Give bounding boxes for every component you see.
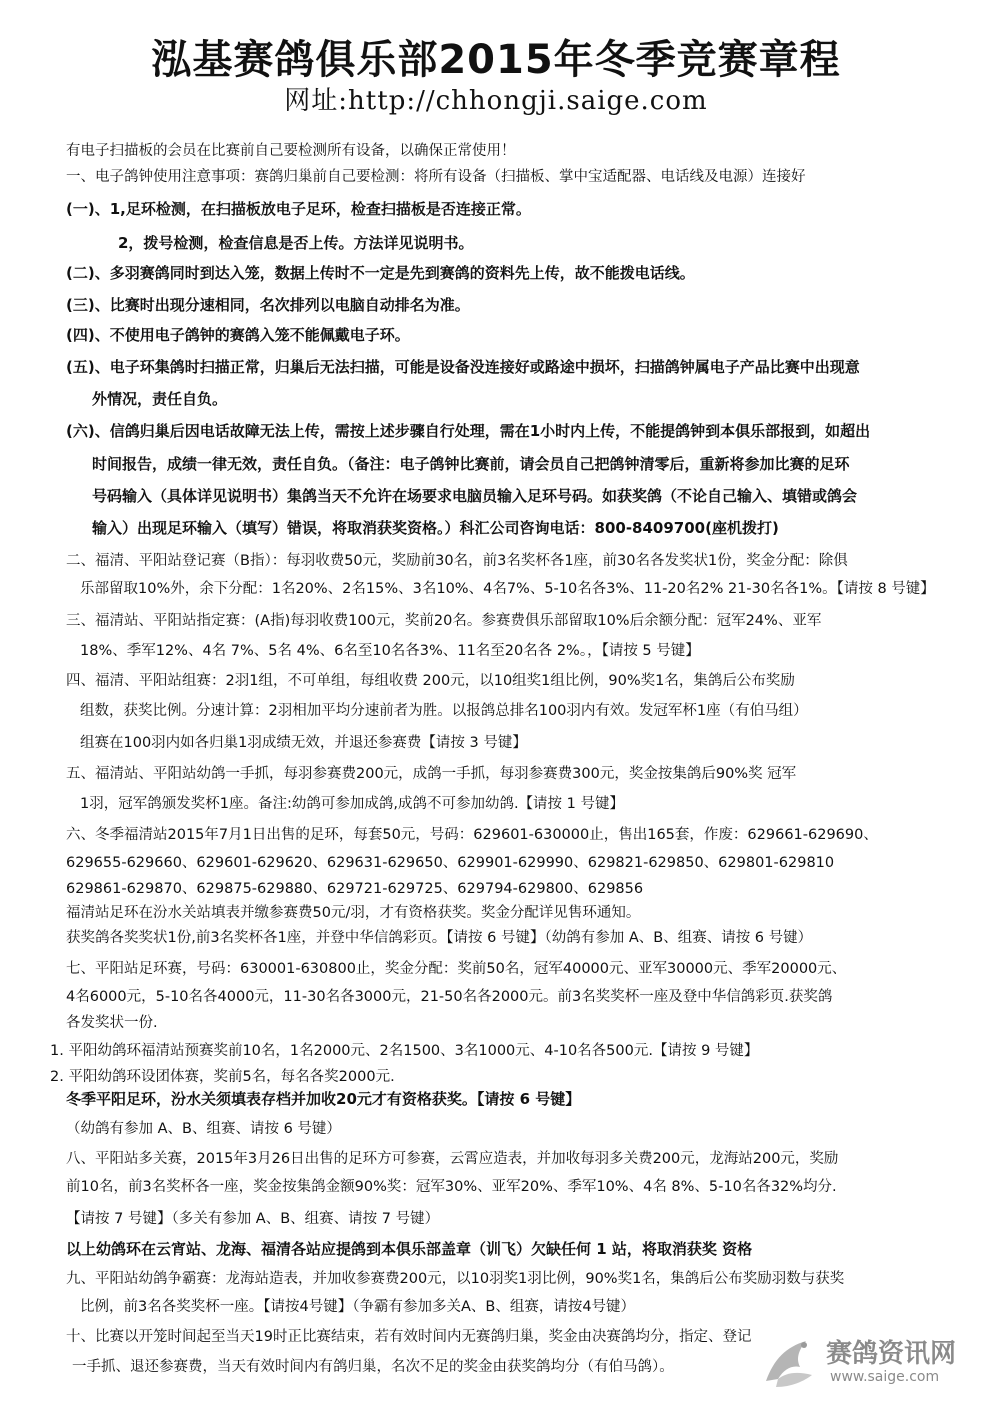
section-6-line-1: 六、冬季福清站2015年7月1日出售的足环，每套50元，号码：629601-630000止，售出165套，作废：629661-629690、: [66, 827, 878, 843]
section-6-line-4: 福清站足环在汾水关站填表并缴参赛费50元/羽，才有资格获奖。奖金分配详见售环通知。: [66, 905, 641, 921]
section-1-item-1: (一)、1,足环检测，在扫描板放电子足环，检查扫描板是否连接正常。: [66, 200, 531, 218]
section-6-line-5: 获奖鸽各奖奖状1份,前3名奖杯各1座，并登中华信鸽彩页。【请按 6 号键】（幼鸽有参加 A、B、组赛、请按 6 号键）: [66, 930, 813, 946]
website-url: 网址:http://chhongji.saige.com: [284, 86, 708, 116]
section-6-line-3: 629861-629870、629875-629880、629721-629725、629794-629800、629856: [66, 881, 644, 897]
section-7-note-2: （幼鸽有参加 A、B、组赛、请按 6 号键）: [66, 1121, 341, 1137]
pigeon-logo-icon: [756, 1329, 826, 1399]
site-watermark: [756, 1329, 986, 1399]
section-2-line-1: 二、福清、平阳站登记赛（B指）：每羽收费50元，奖励前30名，前3名奖杯各1座，前30名各发奖状1份，奖金分配：除俱: [66, 553, 848, 569]
section-9-line-2: 比例，前3名各奖奖杯一座。【请按4号键】（争霸有参加多关A、B、组赛，请按4号键）: [80, 1299, 636, 1315]
page-title: 泓基赛鸽俱乐部2015年冬季竞赛章程: [151, 37, 841, 83]
section-1-item-6c: 号码输入（具体详见说明书）集鸽当天不允许在场要求电脑员输入足环号码。如获奖鸽（不论自己输入、填错或鸽会: [92, 487, 858, 505]
section-7-sub-2: 2. 平阳幼鸽环设团体赛，奖前5名，每名各奖2000元.: [50, 1069, 395, 1085]
watermark-text: 赛鸽资讯网: [826, 1339, 957, 1369]
section-5-line-1: 五、福清站、平阳站幼鸽一手抓，每羽参赛费200元，成鸽一手抓，每羽参赛费300元，奖金按集鸽后90%奖 冠军: [66, 766, 797, 782]
section-9-line-1: 九、平阳站幼鸽争霸赛：龙海站造表，并加收参赛费200元，以10羽奖1羽比例，90%奖1名，集鸽后公布奖励羽数与获奖: [66, 1271, 845, 1287]
section-5-line-2: 1羽，冠军鸽颁发奖杯1座。备注:幼鸽可参加成鸽,成鸽不可参加幼鸽.【请按 1 号键】: [80, 796, 624, 812]
section-4-line-1: 四、福清、平阳站组赛：2羽1组，不可单组，每组收费 200元，以10组奖1组比例，90%奖1名，集鸽后公布奖励: [66, 673, 795, 689]
section-1-heading: 一、电子鸽钟使用注意事项：赛鸽归巢前自己要检测：将所有设备（扫描板、掌中宝适配器、电话线及电源）连接好: [66, 169, 806, 185]
section-1-item-6: (六)、信鸽归巢后因电话故障无法上传，需按上述步骤自行处理，需在1小时内上传，不能提鸽钟到本俱乐部报到，如超出: [66, 422, 871, 440]
section-8-line-2: 前10名，前3名奖杯各一座，奖金按集鸽金额90%奖：冠军30%、亚军20%、季军10%、4名 8%、5-10名各32%均分.: [66, 1179, 837, 1195]
section-1-item-4: (四)、不使用电子鸽钟的赛鸽入笼不能佩戴电子环。: [66, 326, 410, 344]
section-1-item-2: (二)、多羽赛鸽同时到达入笼，数据上传时不一定是先到赛鸽的资料先上传，故不能拨电话线。: [66, 264, 695, 282]
section-3-line-2: 18%、季军12%、4名 7%、5名 4%、6名至10名各3%、11名至20名各 2%。，【请按 5 号键】: [80, 643, 700, 659]
section-3-line-1: 三、福清站、平阳站指定赛：(A指)每羽收费100元，奖前20名。参赛费俱乐部留取10%后余额分配：冠军24%、亚军: [66, 613, 822, 629]
intro-line: 有电子扫描板的会员在比赛前自己要检测所有设备，以确保正常使用！: [66, 143, 516, 159]
section-2-line-2: 乐部留取10%外，余下分配：1名20%、2名15%、3名10%、4名7%、5-10名各3%、11-20名2% 21-30名各1%。【请按 8 号键】: [80, 581, 935, 597]
section-10-line-1: 十、比赛以开笼时间起至当天19时正比赛结束，若有效时间内无赛鸽归巢，奖金由决赛鸽均分，指定、登记: [66, 1329, 752, 1345]
section-8-line-3: 【请按 7 号键】（多关有参加 A、B、组赛、请按 7 号键）: [66, 1211, 440, 1227]
section-1-item-5: (五)、电子环集鸽时扫描正常，归巢后无法扫描，可能是设备没连接好或路途中损坏，扫描鸽钟属电子产品比赛中出现意: [66, 358, 860, 376]
section-1-item-6d: 输入）出现足环输入（填写）错误，将取消获奖资格。）科汇公司咨询电话：800-8409700(座机拨打): [92, 519, 779, 537]
section-6-line-2: 629655-629660、629601-629620、629631-629650、629901-629990、629821-629850、629801-629810: [66, 855, 835, 871]
section-7-line-3: 各发奖状一份.: [66, 1015, 158, 1031]
section-7-sub-1: 1. 平阳幼鸽环福清站预赛奖前10名，1名2000元、2名1500、3名1000元、4-10名各500元.【请按 9 号键】: [50, 1043, 759, 1059]
section-7-note: 冬季平阳足环，汾水关须填表存档并加收20元才有资格获奖。【请按 6 号键】: [66, 1090, 581, 1108]
section-10-line-2: 一手抓、退还参赛费，当天有效时间内有鸽归巢，名次不足的奖金由获奖鸽均分（有伯马鸽）。: [72, 1359, 674, 1375]
notice-line: 以上幼鸽环在云宵站、龙海、福清各站应提鸽到本俱乐部盖章（训飞）欠缺任何 1 站，将取消获奖 资格: [66, 1240, 753, 1258]
section-7-line-1: 七、平阳站足环赛，号码：630001-630800止，奖金分配：奖前50名，冠军40000元、亚军30000元、季军20000元、: [66, 961, 847, 977]
section-1-item-6b: 时间报告，成绩一律无效，责任自负。（备注：电子鸽钟比赛前，请会员自己把鸽钟清零后，重新将参加比赛的足环: [92, 455, 850, 473]
section-4-line-3: 组赛在100羽内如各归巢1羽成绩无效，并退还参赛费【请按 3 号键】: [80, 735, 527, 751]
watermark-url: www.saige.com: [830, 1369, 940, 1385]
section-1-item-1b: 2，拨号检测，检查信息是否上传。方法详见说明书。: [118, 234, 474, 252]
section-7-line-2: 4名6000元，5-10名各4000元，11-30名各3000元，21-50名各2000元。前3名奖奖杯一座及登中华信鸽彩页.获奖鸽: [66, 989, 833, 1005]
section-4-line-2: 组数，获奖比例。分速计算：2羽相加平均分速前者为胜。以报鸽总排名100羽内有效。发冠军杯1座（有伯马组）: [80, 703, 808, 719]
section-1-item-3: (三)、比赛时出现分速相同，名次排列以电脑自动排名为准。: [66, 296, 470, 314]
section-1-item-5b: 外情况，责任自负。: [92, 390, 228, 408]
section-8-line-1: 八、平阳站多关赛，2015年3月26日出售的足环方可参赛，云霄应造表，并加收每羽多关费200元，龙海站200元，奖励: [66, 1151, 839, 1167]
